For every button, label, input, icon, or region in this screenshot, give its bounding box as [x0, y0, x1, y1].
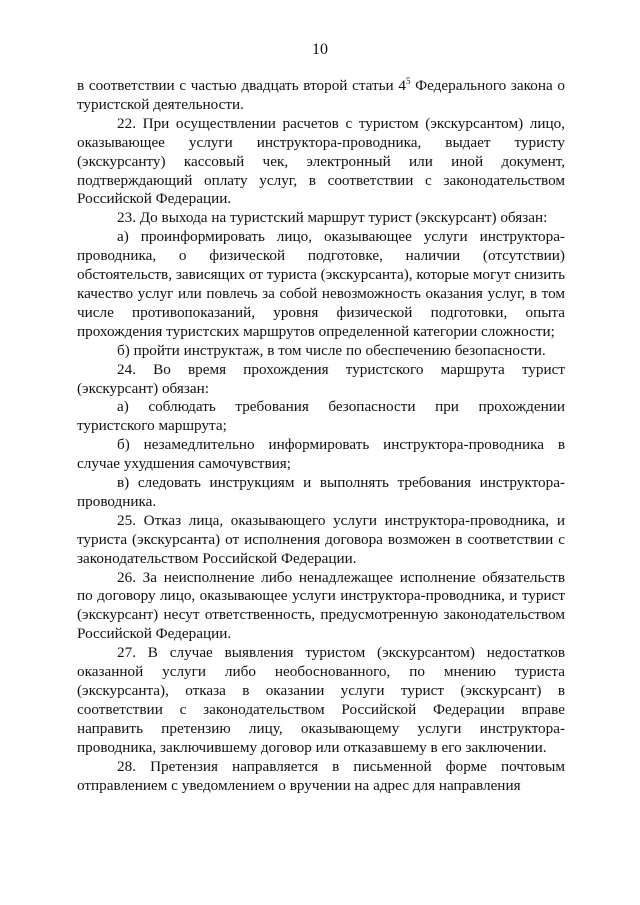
paragraph-26: 26. За неисполнение либо ненадлежащее исполнение обязательств по договору лицо, оказывающее услуги инструктора-проводника, и турист (экскурсант) несут ответственность, предусмотренную законодательством Российской Федерации.	[77, 568, 565, 643]
paragraph-text-before-sup: в соответствии с частью двадцать второй статьи 4	[77, 77, 406, 94]
paragraph-24-b: б) незамедлительно информировать инструктора-проводника в случае ухудшения самочувствия;	[77, 436, 565, 473]
paragraph-25: 25. Отказ лица, оказывающего услуги инструктора-проводника, и туриста (экскурсанта) от исполнения договора возможен в соответствии с законодательством Российской Федерации.	[77, 511, 565, 567]
document-body	[77, 77, 565, 795]
paragraph-27: 27. В случае выявления туристом (экскурсантом) недостатков оказанной услуги либо необоснованного, по мнению туриста (экскурсанта), отказа в оказании услуги турист (экскурсант) в соответствии с законодательством Российской Федерации вправе направить претензию лицу, оказывающему услуги инструктора-проводника, заключившему договор или отказавшему в его заключении.	[77, 644, 565, 756]
paragraph-22: 22. При осуществлении расчетов с туристом (экскурсантом) лицо, оказывающее услуги инструктора-проводника, выдает туристу (экскурсанту) кассовый чек, электронный или иной документ, подтверждающий оплату услуг, в соответствии с законодательством Российской Федерации.	[77, 114, 565, 208]
paragraph-continuation	[77, 77, 565, 115]
paragraph-28: 28. Претензия направляется в письменной форме почтовым отправлением с уведомлением о вручении на адрес для направления	[77, 757, 565, 794]
paragraph-23-b: б) пройти инструктаж, в том числе по обеспечению безопасности.	[117, 341, 546, 359]
paragraph-24-c: в) следовать инструкциям и выполнять требования инструктора-проводника.	[77, 474, 565, 510]
paragraph-24: 24. Во время прохождения туристского маршрута турист (экскурсант) обязан:	[77, 360, 565, 397]
superscript-article-index: 5	[405, 76, 411, 86]
paragraph-23: 23. До выхода на туристский маршрут турист (экскурсант) обязан:	[117, 209, 548, 227]
paragraph-24-a: а) соблюдать требования безопасности при прохождении туристского маршрута;	[77, 398, 565, 435]
paragraph-23-a: а) проинформировать лицо, оказывающее услуги инструктора-проводника, о физической подготовке, наличии (отсутствии) обстоятельств, зависящих от туриста (экскурсанта), которые могут снизить качество услуг или повлечь за собой невозможность оказания услуг, в том числе противопоказаний, уровня физической подготовки, опыта прохождения туристских маршрутов определенной категории сложности;	[77, 228, 565, 340]
paragraph-text-after-sup: Федерального закона о туристской деятельности.	[77, 77, 565, 113]
page-number: 10	[312, 41, 328, 58]
